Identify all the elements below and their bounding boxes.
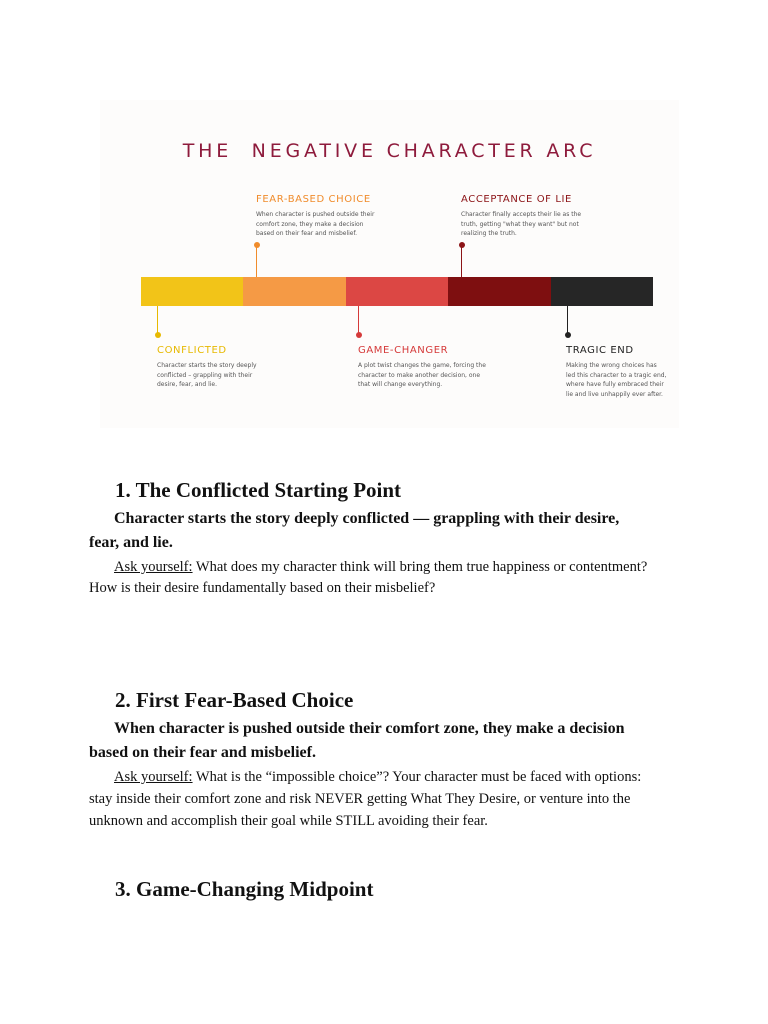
ask-yourself-label: Ask yourself: bbox=[114, 769, 193, 785]
tragic-end-description bbox=[566, 361, 691, 399]
section-2-heading: 2. First Fear-Based Choice bbox=[115, 688, 354, 712]
acceptance-of-lie-connector bbox=[461, 245, 462, 277]
game-changer-connector bbox=[358, 306, 359, 335]
section-3-heading: 3. Game-Changing Midpoint bbox=[115, 877, 374, 901]
section-1-ask-line-1 bbox=[114, 559, 647, 576]
segment-conflicted bbox=[141, 277, 243, 306]
section-1-heading: 1. The Conflicted Starting Point bbox=[115, 478, 402, 502]
game-changer-description bbox=[358, 361, 486, 390]
conflicted-connector bbox=[157, 306, 158, 335]
section-2-ask-line-1 bbox=[114, 769, 641, 786]
tragic-end-marker-dot bbox=[565, 332, 571, 338]
description-line: truth, getting "what they want" but not bbox=[461, 220, 579, 228]
section-1-summary-line-2: fear, and lie. bbox=[89, 534, 173, 551]
description-line: desire, fear, and lie. bbox=[157, 381, 218, 388]
description-line: based on their fear and misbelief. bbox=[256, 230, 358, 237]
game-changer-marker-dot bbox=[356, 332, 362, 338]
description-line: conflicted – grappling with their bbox=[157, 371, 253, 379]
segment-fear-based-choice bbox=[243, 277, 345, 306]
description-line: A plot twist changes the game, forcing the bbox=[358, 362, 486, 369]
segment-acceptance-of-lie bbox=[448, 277, 550, 306]
description-line: where have fully embraced their bbox=[566, 381, 664, 388]
description-line: Character finally accepts their lie as the bbox=[461, 211, 582, 218]
description-line: realizing the truth. bbox=[461, 230, 517, 237]
description-line: led this character to a tragic end, bbox=[566, 371, 667, 379]
section-2-ask-line-3: unknown and accomplish their goal while STILL avoiding their fear. bbox=[89, 813, 488, 829]
ask-text: What does my character think will bring them true happiness or contentment? bbox=[192, 559, 648, 575]
section-1-summary-line-1: Character starts the story deeply conflicted — grappling with their desire, bbox=[114, 510, 620, 527]
description-line: lie and live unhappily ever after. bbox=[566, 390, 663, 398]
description-line: that will change everything. bbox=[358, 381, 443, 388]
description-line: Character starts the story deeply bbox=[157, 362, 257, 369]
acceptance-of-lie-description bbox=[461, 210, 586, 239]
description-line: Making the wrong choices has bbox=[566, 362, 657, 369]
game-changer-label: GAME-CHANGER bbox=[358, 345, 449, 356]
section-2-summary-line-2: based on their fear and misbelief. bbox=[89, 744, 316, 761]
description-line: When character is pushed outside their bbox=[256, 211, 375, 218]
infographic-title: THE NEGATIVE CHARACTER ARC bbox=[182, 140, 597, 162]
fear-based-choice-label: FEAR-BASED CHOICE bbox=[256, 194, 371, 205]
section-2-summary-line-1: When character is pushed outside their comfort zone, they make a decision bbox=[114, 720, 625, 737]
conflicted-description bbox=[157, 361, 282, 390]
acceptance-of-lie-label: ACCEPTANCE OF LIE bbox=[461, 194, 572, 205]
fear-based-choice-connector bbox=[256, 245, 257, 277]
description-line: comfort zone, they make a decision bbox=[256, 220, 364, 228]
tragic-end-label: TRAGIC END bbox=[566, 345, 634, 356]
conflicted-label: CONFLICTED bbox=[157, 345, 227, 356]
ask-text: What is the “impossible choice”? Your character must be faced with options: bbox=[192, 769, 642, 785]
segment-tragic-end bbox=[551, 277, 653, 306]
conflicted-marker-dot bbox=[155, 332, 161, 338]
segment-game-changer bbox=[346, 277, 448, 306]
description-line: character to make another decision, one bbox=[358, 371, 481, 379]
section-2-ask-line-2: stay inside their comfort zone and risk NEVER getting What They Desire, or venture into the bbox=[89, 791, 631, 807]
section-1-ask-line-2: How is their desire fundamentally based on their misbelief? bbox=[89, 580, 436, 596]
fear-based-choice-description bbox=[256, 210, 381, 239]
negative-character-arc-infographic bbox=[100, 100, 679, 428]
tragic-end-connector bbox=[567, 306, 568, 335]
ask-yourself-label: Ask yourself: bbox=[114, 559, 193, 575]
arc-timeline-bar bbox=[141, 277, 653, 306]
